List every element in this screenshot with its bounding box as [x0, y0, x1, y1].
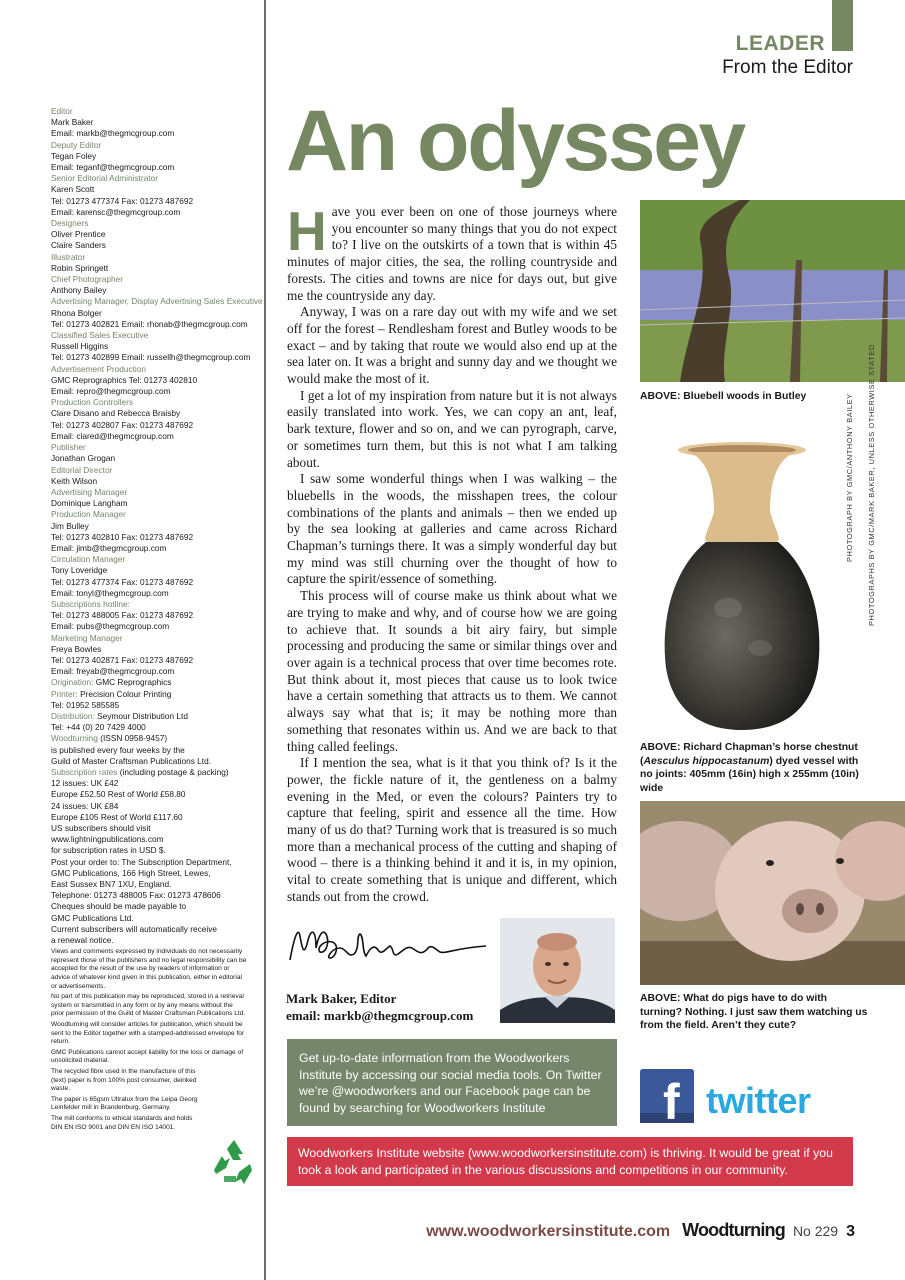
caption-vase: ABOVE: Richard Chapman’s horse chestnut (Aesculus hippocastanum) dyed vessel with no joints: 405mm (16in) high x 255mm (10in) wide — [640, 742, 859, 794]
subs-label: Subscription rates — [51, 766, 118, 777]
masthead-line: Tel: 01273 402821 Email: rhonab@thegmcgroup.com — [51, 318, 248, 329]
masthead-line: Tel: 01273 402899 Email: russellh@thegmcgroup.com — [51, 352, 251, 363]
distribution-label: Distribution: — [51, 710, 95, 721]
masthead-label: Advertisement Production — [51, 363, 147, 374]
masthead-line: Tel: 01273 402810 Fax: 01273 487692 — [51, 531, 194, 542]
facebook-icon[interactable] — [640, 1069, 694, 1123]
rate-line: Europe £52.50 Rest of World £58.80 — [51, 789, 186, 800]
masthead-line: Claire Sanders — [51, 240, 106, 251]
photo-credit-anthony: PHOTOGRAPH BY GMC/ANTHONY BAILEY — [845, 393, 854, 562]
masthead-line: Jim Bulley — [51, 520, 89, 531]
rate-line: Europe £105 Rest of World £117.60 — [51, 811, 183, 822]
article-paragraph: Anyway, I was on a rare day out with my wife and we set off for the forest – Rendlesham forest and Butley woods to be exact – and by taking that route we would also end up at the sea later on. It was a bright and sunny day and we thought we would make the most of it. — [287, 304, 617, 387]
masthead-label: Publisher — [51, 442, 86, 453]
section-marker-bar — [832, 0, 853, 51]
masthead-sidebar — [51, 106, 263, 1132]
masthead-label: Classified Sales Executive — [51, 330, 149, 341]
footer-issue: No 229 — [792, 1223, 839, 1239]
masthead-label: Editorial Director — [51, 464, 113, 475]
masthead-line: Anthony Bailey — [51, 285, 107, 296]
masthead-line: Dominique Langham — [51, 498, 128, 509]
published-line: is published every four weeks by the — [51, 744, 185, 755]
small-print: The recycled fibre used in the manufacture of this (text) paper is from 100% post consumer, deinked waste. — [51, 1067, 197, 1093]
social-media-box: Get up-to-date information from the Woodworkers Institute by accessing our social media tools. On Twitter we’re @woodworkers and our Facebook page can be found by searching for Woodworkers Institute — [287, 1039, 617, 1126]
masthead-line: Email: pubs@thegmcgroup.com — [51, 621, 170, 632]
us-line: for subscription rates in USD $. — [51, 845, 166, 856]
page-footer — [426, 1220, 855, 1241]
masthead-line: Email: repro@thegmcgroup.com — [51, 386, 171, 397]
column-divider — [264, 0, 266, 1280]
masthead-label: Chief Photographer — [51, 274, 123, 285]
masthead-line: Tel: 01273 488005 Fax: 01273 487692 — [51, 610, 194, 621]
issn-row — [51, 733, 263, 744]
masthead-line: Email: jimb@thegmcgroup.com — [51, 542, 167, 553]
masthead-label: Senior Editorial Administrator — [51, 173, 158, 184]
masthead-line: Tel: 01273 477374 Fax: 01273 487692 — [51, 195, 194, 206]
masthead-label: Editor — [51, 106, 73, 116]
masthead-line: Tel: 01273 402871 Fax: 01273 487692 — [51, 654, 194, 665]
article-headline: An odyssey — [286, 93, 744, 189]
masthead-label: Circulation Manager — [51, 554, 126, 565]
article-paragraph: If I mention the sea, what is it that you think of? Is it the power, the fickle nature of it, the gentleness on a balmy evening in the Med, or even the colours? Painters try to capture that feeling, spirit and essence all the time. How many of us do that? Turning work that is treasured is so much more than a mechanical process of the cutting and shaping of wood – there is a thinking behind it and it is, in my opinion, vital to create something that is unique and different, which stands out from the crowd. — [287, 755, 617, 904]
twitter-logo[interactable]: twitter — [706, 1080, 811, 1121]
caption-pigs: ABOVE: What do pigs have to do with turning? Nothing. I just saw them watching us from the field. Aren’t they cute? — [640, 993, 868, 1032]
post-line: East Sussex BN7 1XU, England. — [51, 879, 172, 890]
small-print: GMC Publications cannot accept liability for the loss or damage of unsolicited material. — [51, 1048, 244, 1065]
masthead-line: Tel: 01273 477374 Fax: 01273 487692 — [51, 576, 194, 587]
masthead-label: Deputy Editor — [51, 139, 102, 150]
renew-line: a renewal notice. — [51, 935, 114, 946]
masthead-label: Advertising Manager, Display Advertising Sales Executive — [51, 296, 263, 307]
masthead-line: Rhona Bolger — [51, 307, 102, 318]
masthead-inline-row — [51, 677, 263, 688]
masthead-line: Tony Loveridge — [51, 565, 108, 576]
distribution-name: Seymour Distribution Ltd — [97, 710, 188, 721]
masthead-line: Robin Springett — [51, 262, 109, 273]
post-line: Post your order to: The Subscription Department, — [51, 856, 232, 867]
caption-bluebell: ABOVE: Bluebell woods in Butley — [640, 391, 807, 402]
masthead-line: Email: karensc@thegmcgroup.com — [51, 206, 181, 217]
photo-credit-general: PHOTOGRAPHS BY GMC/MARK BAKER, UNLESS OTHERWISE STATED — [867, 344, 876, 626]
drop-cap: H — [287, 200, 327, 262]
editor-name: Mark Baker, Editor — [286, 991, 397, 1006]
us-line: US subscribers should visit — [51, 823, 151, 833]
us-line: www.lightningpublications.com — [51, 834, 164, 845]
masthead-line: GMC Reprographics Tel: 01273 402810 — [51, 374, 198, 385]
masthead-label: Subscriptions hotline: — [51, 598, 130, 609]
post-line: GMC Publications, 166 High Street, Lewes, — [51, 867, 211, 878]
masthead-line: Karen Scott — [51, 184, 95, 195]
pigs-photo — [640, 801, 905, 985]
masthead-label: Designers — [51, 218, 89, 229]
masthead-label: Illustrator — [51, 251, 86, 262]
small-print: Woodturning will consider articles for publication, which should be sent to the Editor together with a stamped-addressed envelope for return. — [51, 1020, 245, 1046]
masthead-line: Email: tonyl@thegmcgroup.com — [51, 587, 169, 598]
editor-signature — [286, 918, 496, 978]
distribution-tel: Tel: +44 (0) 20 7429 4000 — [51, 722, 146, 733]
bluebell-woods-photo — [640, 200, 905, 382]
masthead-line: Mark Baker — [51, 117, 94, 128]
vase-photo — [650, 438, 835, 738]
masthead-line: Email: clared@thegmcgroup.com — [51, 430, 174, 441]
small-print: The paper is 65gsm Ultralux from the Leipa Georg Leinfelder mill in Brandenburg, Germany. — [51, 1095, 198, 1112]
section-subtitle: From the Editor — [722, 57, 853, 78]
rate-line: 24 issues: UK £84 — [51, 800, 119, 811]
masthead-line: Tegan Foley — [51, 150, 97, 161]
article-body — [287, 200, 617, 906]
masthead-line: Email: teganf@thegmcgroup.com — [51, 162, 175, 173]
small-print: No part of this publication may be reproduced, stored in a retrieval system or transmitted in any form or by any means without the prior permission of the Guild of Master Craftsman Publications Ltd. — [51, 993, 246, 1018]
subs-row — [51, 767, 263, 778]
magazine-label: Woodturning — [51, 733, 98, 744]
masthead-line: Email: freyab@thegmcgroup.com — [51, 666, 175, 677]
masthead-label: Advertising Manager — [51, 486, 128, 497]
masthead-value: Precision Colour Printing — [80, 688, 172, 699]
masthead-line: Oliver Prentice — [51, 229, 106, 240]
printer-tel: Tel: 01952 585585 — [51, 699, 120, 710]
article-paragraph: I saw some wonderful things when I was walking – the bluebells in the woods, the misshapen trees, the colour combinations of the plants and animals – then we ended up by the sea looking at galleries and came across Richard Chapman’s turnings there. It was a simply wonderful day but my mind was still churning over the thought of how to capture the spirit/essence of something. — [287, 471, 617, 587]
masthead-label: Printer: — [51, 688, 78, 699]
footer-magazine: Woodturning — [682, 1220, 785, 1240]
masthead-label: Production Controllers — [51, 397, 134, 408]
small-print: Views and comments expressed by individuals do not necessarily represent those of the publishers and no legal responsibility can be accepted for the result of the use by readers of information or advice of whatever kind given in this publication, either in editorial or advertisements. — [51, 948, 247, 990]
rate-line: 12 issues: UK £42 — [51, 778, 119, 789]
editor-signoff — [286, 990, 473, 1024]
masthead-line: Clare Disano and Rebecca Braisby — [51, 408, 181, 419]
masthead-line: Russell Higgins — [51, 341, 109, 352]
recycle-icon — [208, 1136, 260, 1186]
cheque-line: GMC Publications Ltd. — [51, 912, 134, 923]
masthead-label: Marketing Manager — [51, 632, 123, 643]
masthead-line: Jonathan Grogan — [51, 453, 116, 464]
first-paragraph: Have you ever been on one of those journeys where you encounter so many things that you do not expect to? I live on the outskirts of a town that is within 45 minutes of major cities, the sea, the rolling countryside and forests. The cities and towns are nice for days out, but give me the countryside any day. — [287, 200, 617, 303]
website-box: Woodworkers Institute website (www.woodworkersinstitute.com) is thriving. It would be great if you took a look and participated in the various discussions and competitions in our community. — [287, 1137, 853, 1186]
article-paragraph: This process will of course make us think about what we are trying to make and why, and of course how we are going to achieve that. It sounds a bit airy fairy, but simple processing and producing the same or similar things over and over again is a technical process that over time becomes rote. But think about it, most pieces that cause us to look twice have a certain something that attracts us to them. We cannot always say what that is; it may be nothing more than something that resonates within us. And we are back to that thing called feelings. — [287, 588, 617, 754]
article-paragraph: I get a lot of my inspiration from nature but it is not always easily translated into work. Yes, we can copy an ant, leaf, bark texture, flower and so on, and we can pyrograph, carve, or sometimes turn them, but this is not what I am talking about. — [287, 387, 617, 470]
published-line: Guild of Master Craftsman Publications Ltd. — [51, 755, 212, 766]
masthead-label: Origination: — [51, 677, 94, 688]
section-label: LEADER — [735, 32, 825, 55]
masthead-label: Production Manager — [51, 509, 126, 520]
subs-note: (including postage & packing) — [119, 766, 229, 777]
masthead-line: Freya Bowles — [51, 643, 102, 654]
masthead-inline-row — [51, 689, 263, 700]
small-print: The mill conforms to ethical standards and holds DIN EN ISO 9001 and DIN EN ISO 14001. — [51, 1114, 193, 1131]
cheque-line: Cheques should be made payable to — [51, 901, 187, 912]
footer-page-number: 3 — [846, 1223, 855, 1240]
post-line: Telephone: 01273 488005 Fax: 01273 478606 — [51, 890, 221, 901]
issn: (ISSN 0958-9457) — [100, 733, 168, 744]
masthead-line: Keith Wilson — [51, 475, 98, 486]
editor-portrait — [500, 918, 615, 1023]
distribution-row — [51, 711, 263, 722]
footer-url[interactable]: www.woodworkersinstitute.com — [426, 1223, 671, 1240]
masthead-line: Tel: 01273 402807 Fax: 01273 487692 — [51, 419, 194, 430]
masthead-value: GMC Reprographics — [95, 677, 172, 688]
masthead-line: Email: markb@thegmcgroup.com — [51, 128, 175, 139]
renew-line: Current subscribers will automatically receive — [51, 923, 217, 934]
facebook-glyph: f — [663, 1074, 680, 1123]
editor-email: email: markb@thegmcgroup.com — [286, 1008, 474, 1023]
